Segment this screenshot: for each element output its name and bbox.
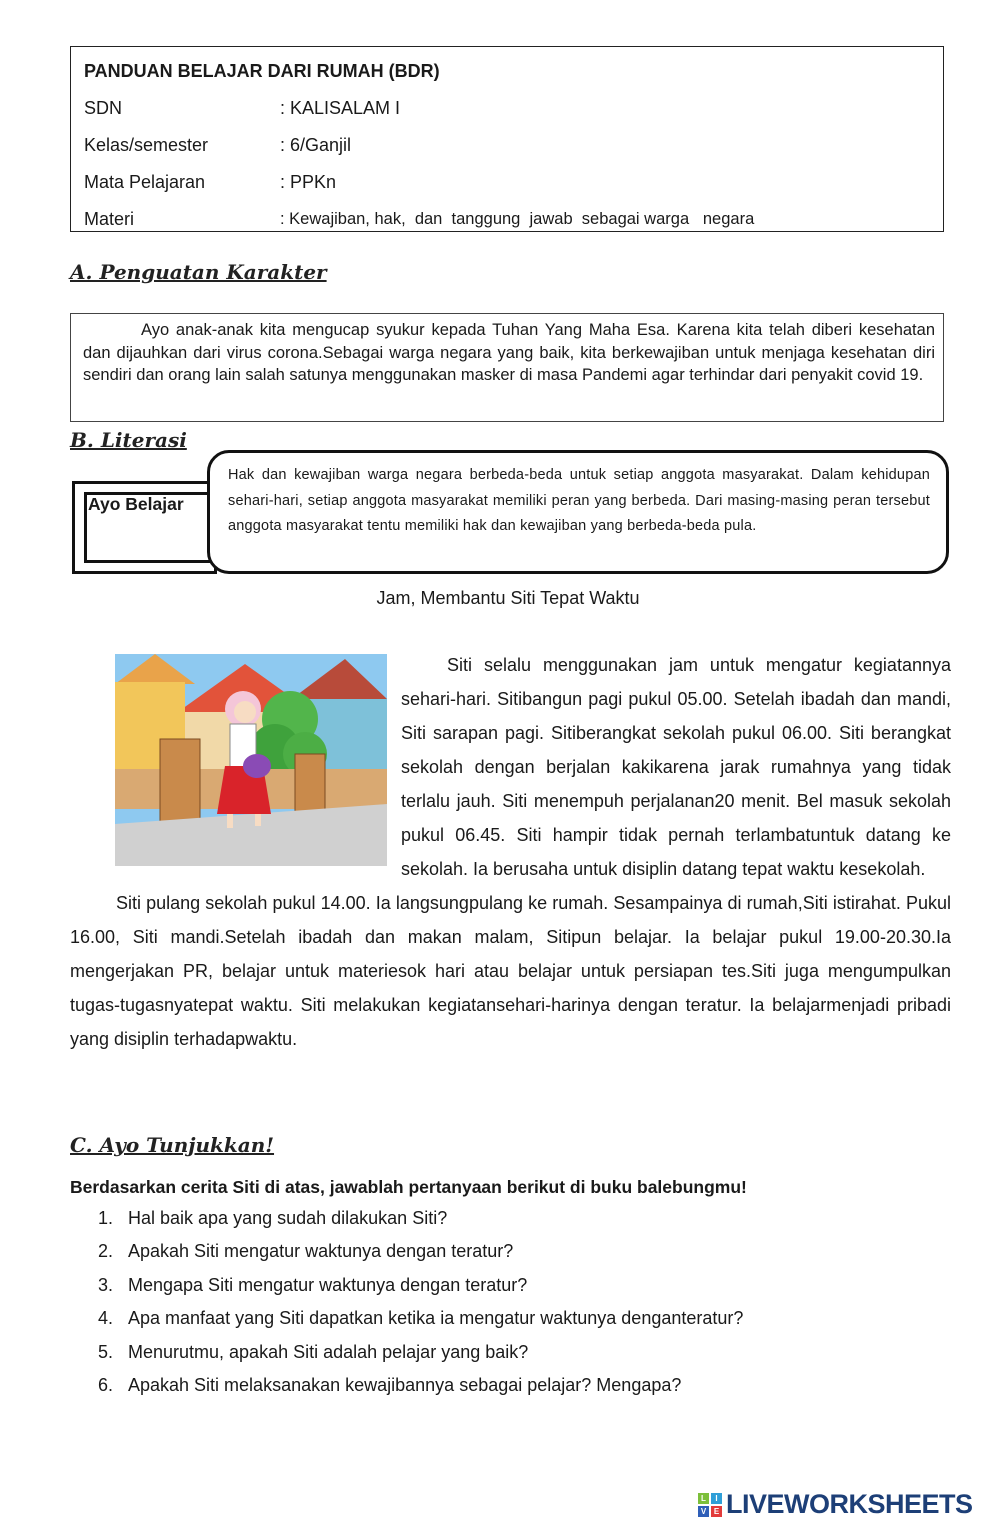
info-row-subject bbox=[84, 164, 930, 201]
logo-tile: E bbox=[711, 1506, 722, 1517]
question-text: Mengapa Siti mengatur waktunya dengan teratur? bbox=[128, 1274, 528, 1295]
story bbox=[70, 648, 951, 1056]
ayo-belajar-label: Ayo Belajar bbox=[84, 492, 219, 563]
info-row-school bbox=[84, 90, 930, 127]
logo-tile: V bbox=[698, 1506, 709, 1517]
question-number: 3. bbox=[98, 1274, 114, 1295]
question-text: Menurutmu, apakah Siti adalah pelajar yang baik? bbox=[128, 1341, 529, 1362]
section-c-heading: C. Ayo Tunjukkan! bbox=[70, 1133, 275, 1157]
question-list bbox=[98, 1208, 743, 1408]
logo-tile: L bbox=[698, 1493, 709, 1504]
story-paragraph: Siti pulang sekolah pukul 14.00. Ia langsungpulang ke rumah. Sesampainya di rumah,Siti istirahat. Pukul 16.00, Siti mandi.Setelah ibadah dan makan malam, Sitipun belajar. Ia belajar pukul 19.00-20.30.Ia mengerjakan PR, belajar untuk materiesok hari atau belajar untuk persiapan tes.Siti juga mengumpulkan tugas-tugasnyatepat waktu. Siti melakukan kegiatansehari-harinya dengan teratur. Ia belajarmenjadi pribadi yang disiplin terhadapwaktu. bbox=[70, 893, 951, 1049]
info-value: : 6/Ganjil bbox=[280, 135, 352, 155]
info-label: SDN bbox=[84, 98, 123, 118]
info-label: Kelas/semester bbox=[84, 135, 209, 155]
logo-tile: I bbox=[711, 1493, 722, 1504]
question-item bbox=[98, 1342, 743, 1375]
question-text: Hal baik apa yang sudah dilakukan Siti? bbox=[128, 1208, 448, 1228]
section-a-heading: A. Penguatan Karakter bbox=[70, 260, 327, 284]
logo-tiles-icon bbox=[697, 1492, 723, 1518]
character-text: Ayo anak-anak kita mengucap syukur kepada Tuhan Yang Maha Esa. Karena kita telah diberi kesehatan dan dijauhkan dari virus corona.Sebagai warga negara yang baik, kita berkewajiban untuk menjaga kesehatan diri sendiri dan orang lain salah satunya menggunakan masker di masa Pandemi agar terhindar dari penyakit covid 19. bbox=[83, 321, 935, 384]
siti-walking-illustration bbox=[115, 654, 387, 866]
instruction: Berdasarkan cerita Siti di atas, jawablah pertanyaan berikut di buku balebungmu! bbox=[70, 1177, 747, 1197]
question-text: Apakah Siti melaksanakan kewajibannya sebagai pelajar? Mengapa? bbox=[128, 1374, 682, 1395]
info-value: : Kewajiban, hak, dan tanggung jawab sebagai warga negara bbox=[280, 210, 755, 228]
info-row-material bbox=[84, 201, 930, 238]
question-text: Apakah Siti mengatur waktunya dengan teratur? bbox=[128, 1241, 514, 1262]
character-box bbox=[70, 313, 944, 422]
question-text: Apa manfaat yang Siti dapatkan ketika ia mengatur waktunya denganteratur? bbox=[128, 1308, 744, 1329]
info-value: : KALISALAM I bbox=[280, 98, 401, 118]
question-number: 6. bbox=[98, 1374, 114, 1395]
question-item bbox=[98, 1375, 743, 1408]
question-item bbox=[98, 1308, 743, 1341]
question-item bbox=[98, 1275, 743, 1308]
question-number: 4. bbox=[98, 1308, 114, 1329]
info-table bbox=[70, 46, 944, 232]
question-number: 2. bbox=[98, 1241, 114, 1262]
question-number: 5. bbox=[98, 1341, 114, 1362]
story-paragraph: Siti selalu menggunakan jam untuk mengatur kegiatannya sehari-hari. Sitibangun pagi pukul 05.00. Setelah ibadah dan mandi, Siti sarapan pagi. Sitiberangkat sekolah pukul 06.00. Siti berangkat sekolah dengan berjalan kakikarena jarak rumahnya yang tidak terlalu jauh. Siti menempuh perjalanan20 menit. Bel masuk sekolah pukul 06.45. Siti hampir tidak pernah terlambatuntuk datang ke sekolah. Ia berusaha untuk disiplin datang tepat waktu kesekolah. bbox=[401, 655, 951, 879]
info-value: : PPKn bbox=[280, 172, 337, 192]
info-label: Mata Pelajaran bbox=[84, 172, 206, 192]
logo-text: LIVEWORKSHEETS bbox=[726, 1489, 973, 1519]
question-item bbox=[98, 1241, 743, 1274]
info-row-class bbox=[84, 127, 930, 164]
info-label: Materi bbox=[84, 209, 135, 229]
section-b-heading: B. Literasi bbox=[70, 428, 187, 452]
question-item bbox=[98, 1208, 743, 1241]
literacy-bubble: Hak dan kewajiban warga negara berbeda-beda untuk setiap anggota masyarakat. Dalam kehidupan sehari-hari, setiap anggota masyarakat memiliki peran yang berbeda. Dari masing-masing peran tersebut anggota masyarakat tentu memiliki hak dan kewajiban yang berbeda-beda pula. bbox=[207, 450, 949, 574]
story-title: Jam, Membantu Siti Tepat Waktu bbox=[376, 588, 640, 608]
doc-title: PANDUAN BELAJAR DARI RUMAH (BDR) bbox=[84, 61, 440, 81]
question-number: 1. bbox=[98, 1208, 114, 1228]
liveworksheets-logo bbox=[697, 1489, 973, 1520]
